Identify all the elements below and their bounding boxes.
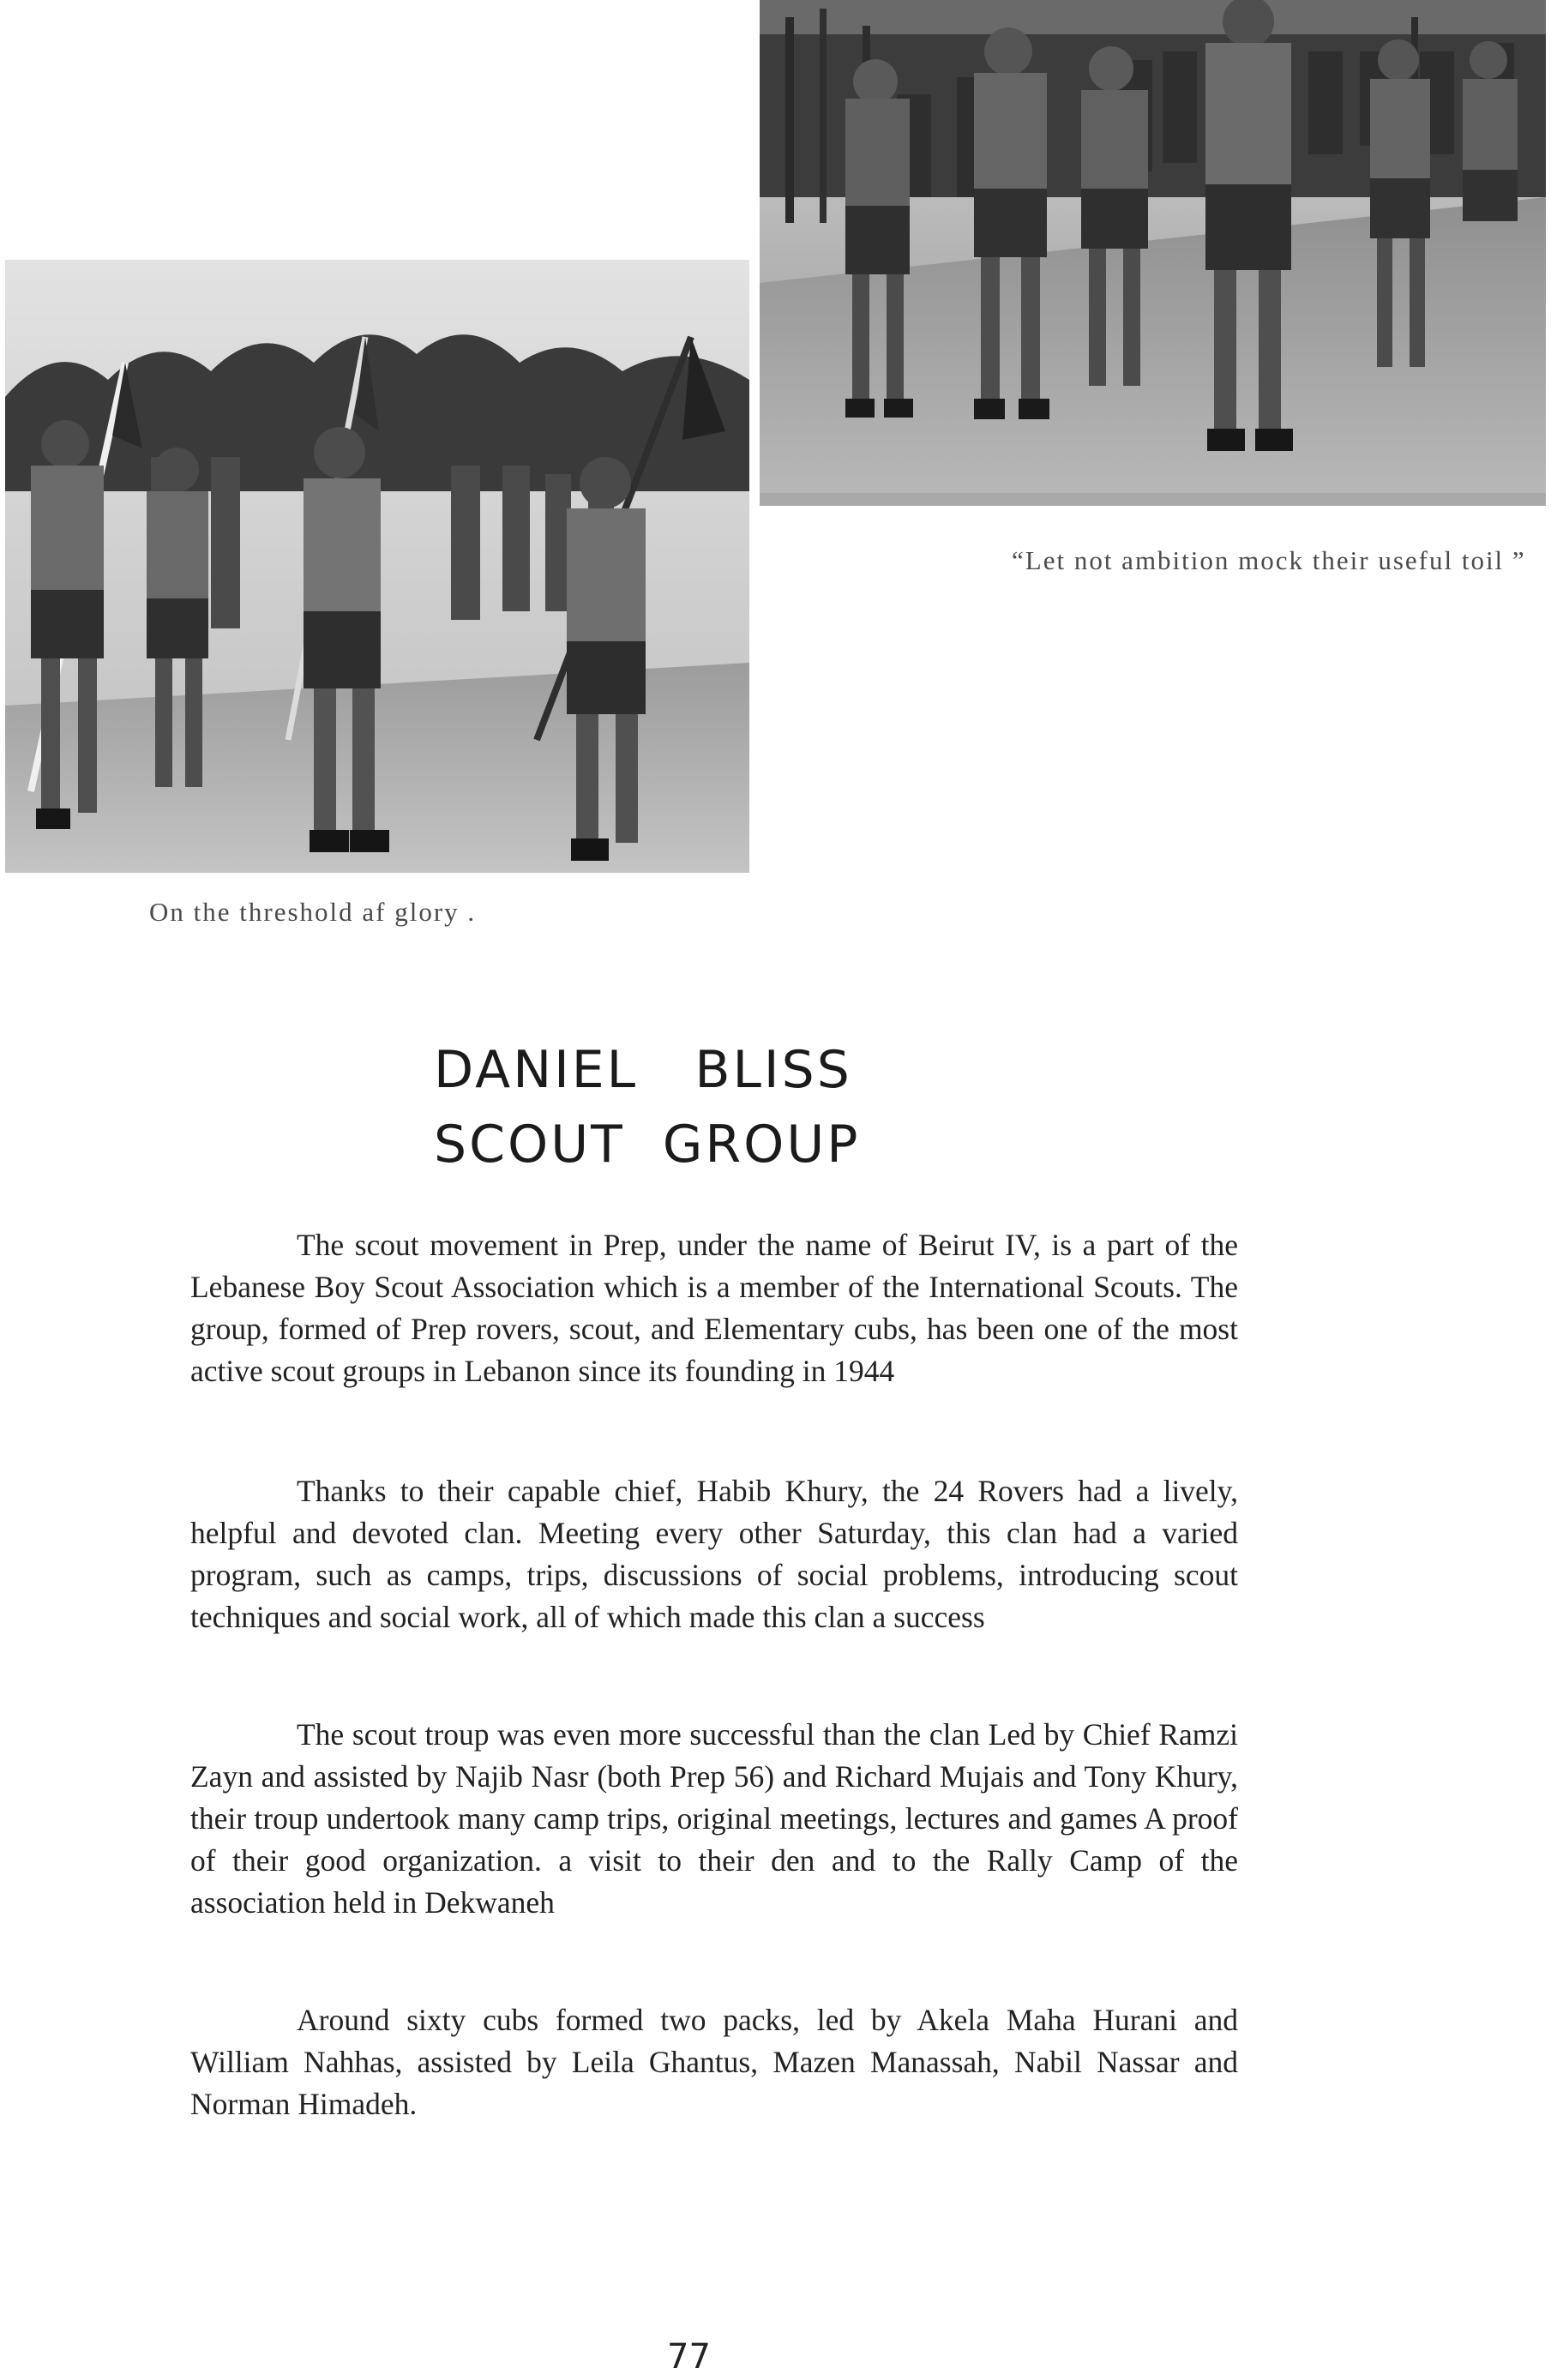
- photo-scouts-with-flags-left: [5, 260, 749, 873]
- article-title-line-1: DANIEL BLISS: [434, 1040, 852, 1100]
- photo-caption-top: “Let not ambition mock their useful toil ”: [1012, 545, 1526, 575]
- photo-scouts-marching-top: [760, 0, 1546, 506]
- marching-scouts-illustration-top: [760, 0, 1546, 506]
- photo-caption-left: On the threshold af glory .: [149, 897, 477, 927]
- paragraph-text: Thanks to their capable chief, Habib Khury, the 24 Rovers had a lively, helpful and devoted clan. Meeting every other Saturday, this clan had a varied program, such as camps, trips, discussions of social problems, introducing scout techniques and social work, all of which made this clan a success: [190, 1474, 1238, 1634]
- article-paragraph: [190, 1470, 1238, 1638]
- paragraph-text: Around sixty cubs formed two packs, led by Akela Maha Hurani and William Nahhas, assisted by Leila Ghantus, Mazen Manassah, Nabil Nassar and Norman Himadeh.: [190, 2003, 1238, 2121]
- article-paragraph: [190, 1999, 1238, 2125]
- article-paragraph: [190, 1224, 1238, 1392]
- article-paragraph: [190, 1714, 1238, 1924]
- paragraph-text: The scout troup was even more successful than the clan Led by Chief Ramzi Zayn and assisted by Najib Nasr (both Prep 56) and Richard Mujais and Tony Khury, their troup undertook many camp trips, original meetings, lectures and games A proof of their good organization. a visit to their den and to the Rally Camp of the association held in Dekwaneh: [190, 1717, 1238, 1920]
- scouts-with-flags-illustration: [5, 260, 749, 873]
- paragraph-text: The scout movement in Prep, under the name of Beirut IV, is a part of the Lebanese Boy Scout Association which is a member of the International Scouts. The group, formed of Prep rovers, scout, and Elementary cubs, has been one of the most active scout groups in Lebanon since its founding in 1944: [190, 1228, 1238, 1388]
- page-number: 77: [667, 2337, 711, 2377]
- article-title-line-2: SCOUT GROUP: [434, 1115, 861, 1175]
